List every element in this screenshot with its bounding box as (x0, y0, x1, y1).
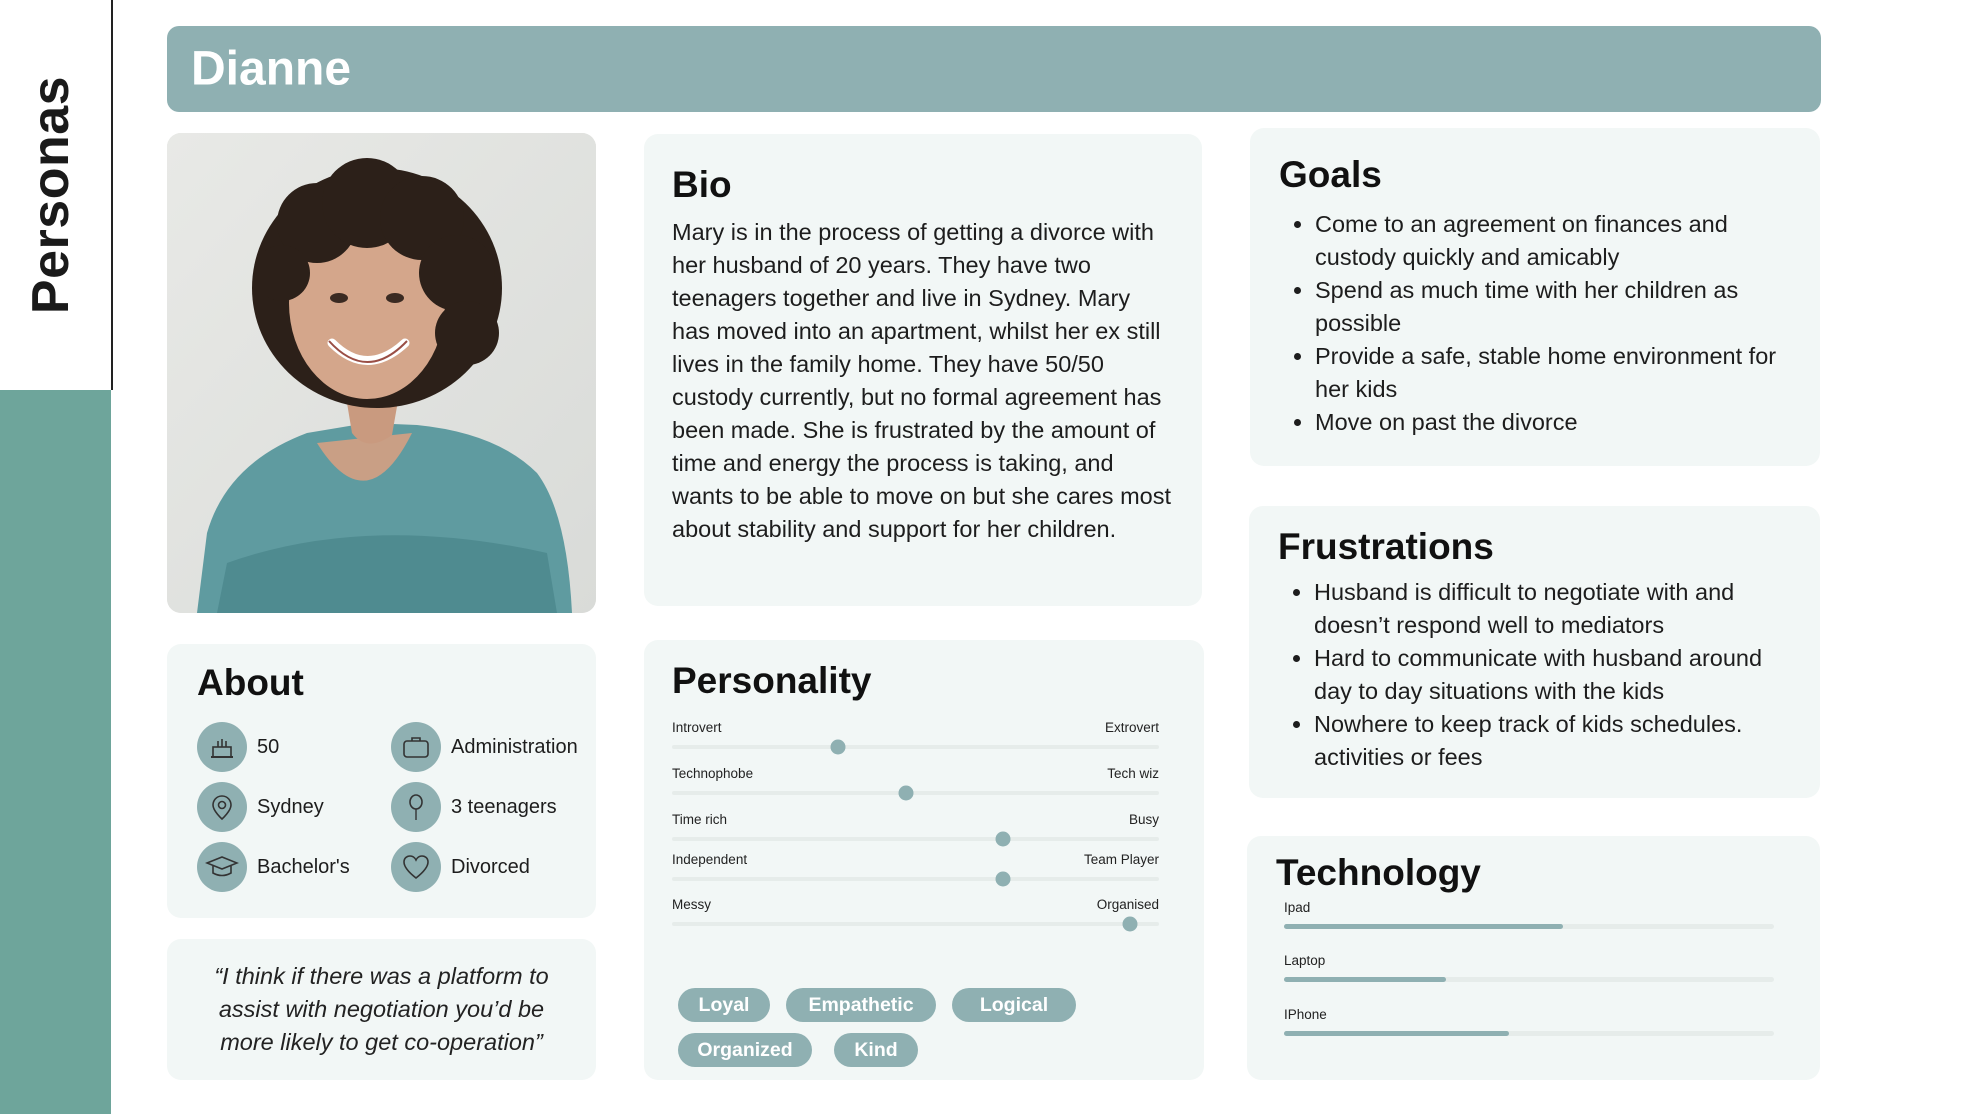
heart-icon (391, 842, 441, 892)
bio-title: Bio (672, 164, 732, 205)
goal-item: • Provide a safe, stable home environment for her kids (1315, 340, 1791, 406)
about-card (167, 644, 596, 918)
portrait-photo (167, 133, 596, 613)
technology-track (1284, 1031, 1774, 1036)
slider-left-label: Independent (672, 852, 748, 867)
briefcase-icon (391, 722, 441, 772)
frustration-item: • Hard to communicate with husband around day to day situations with the kids (1314, 642, 1791, 708)
bio-card (644, 134, 1202, 606)
about-label: Divorced (451, 855, 530, 878)
slider-track (672, 837, 1159, 841)
bio-text: Mary is in the process of getting a divorce with her husband of 20 years. They have two teenagers together and live in Sydney. Mary has moved into an apartment, whilst her ex still lives in the family home. They have 50/50 custody currently, but no formal agreement has been made. She is frustrated by the amount of time and energy the process is taking, and wants to be able to move on but she cares most about stability and support for her children. (672, 219, 1171, 542)
sidebar-label: Personas (22, 75, 80, 315)
technology-label: Laptop (1284, 953, 1326, 968)
frustration-item: • Husband is difficult to negotiate with and doesn’t respond well to mediators (1314, 576, 1791, 642)
technology-title: Technology (1276, 852, 1481, 893)
slider-knob (996, 872, 1011, 887)
technology-row (1284, 900, 1774, 929)
technology-row (1284, 953, 1774, 982)
cake-icon (197, 722, 247, 772)
personality-card (644, 640, 1204, 1080)
about-location (197, 782, 324, 832)
about-label: Administration (451, 735, 578, 758)
slider-knob (898, 786, 913, 801)
personality-tag: Loyal (678, 988, 770, 1022)
slider-right-label: Team Player (1083, 852, 1159, 867)
slider-knob (996, 832, 1011, 847)
frustration-item: • Nowhere to keep track of kids schedules. activities or fees (1314, 708, 1791, 774)
goals-card (1250, 128, 1820, 466)
slider-left-label: Introvert (672, 720, 722, 735)
slider-track (672, 745, 1159, 749)
technology-fill (1284, 924, 1563, 929)
slider-left-label: Time rich (672, 812, 728, 827)
personality-title: Personality (672, 660, 872, 701)
technology-label: Ipad (1284, 900, 1311, 915)
frustrations-title: Frustrations (1278, 526, 1494, 567)
personality-slider (672, 852, 1159, 881)
slider-right-label: Extrovert (1104, 720, 1159, 735)
balloon-icon (391, 782, 441, 832)
slider-right-label: Busy (1128, 812, 1159, 827)
personality-tag: Organized (678, 1033, 812, 1067)
about-age (197, 722, 279, 772)
about-children (391, 782, 557, 832)
slider-track (672, 877, 1159, 881)
personality-slider (672, 897, 1159, 926)
personality-slider (672, 720, 1159, 749)
technology-fill (1284, 977, 1446, 982)
slider-right-label: Organised (1096, 897, 1159, 912)
personality-tag: Kind (834, 1033, 918, 1067)
sidebar-accent (0, 390, 111, 1114)
goal-item: • Spend as much time with her children as possible (1315, 274, 1791, 340)
about-occupation (391, 722, 578, 772)
personality-tag: Logical (952, 988, 1076, 1022)
persona-header (167, 26, 1821, 112)
persona-name: Dianne (191, 42, 352, 96)
goals-list (1279, 208, 1791, 439)
personality-slider (672, 766, 1159, 795)
slider-track (672, 791, 1159, 795)
graduation-cap-icon (197, 842, 247, 892)
technology-label: IPhone (1284, 1007, 1327, 1022)
personality-slider (672, 812, 1159, 841)
slider-right-label: Tech wiz (1107, 766, 1159, 781)
about-education (197, 842, 350, 892)
about-label: 50 (257, 735, 280, 758)
slider-left-label: Technophobe (672, 766, 754, 781)
persona-quote: “I think if there was a platform to assist with negotiation you’d be more likely to get co-operation” (214, 963, 549, 1055)
about-label: 3 teenagers (451, 795, 557, 818)
quote-card (167, 939, 596, 1080)
about-label: Sydney (257, 795, 324, 818)
portrait-icon (167, 133, 596, 613)
goal-item: • Move on past the divorce (1315, 406, 1791, 439)
about-label: Bachelor's (257, 855, 350, 878)
frustrations-list (1278, 576, 1791, 774)
slider-knob (830, 740, 845, 755)
technology-track (1284, 924, 1774, 929)
frustrations-card (1249, 506, 1820, 798)
slider-left-label: Messy (672, 897, 712, 912)
technology-card (1247, 836, 1820, 1080)
goals-title: Goals (1279, 154, 1382, 195)
goal-item: • Come to an agreement on finances and custody quickly and amicably (1315, 208, 1791, 274)
about-title: About (197, 662, 304, 703)
about-status (391, 842, 530, 892)
slider-track (672, 922, 1159, 926)
technology-fill (1284, 1031, 1509, 1036)
location-pin-icon (197, 782, 247, 832)
technology-track (1284, 977, 1774, 982)
personality-tag: Empathetic (786, 988, 936, 1022)
slider-knob (1122, 917, 1137, 932)
sidebar-top (0, 0, 113, 390)
technology-row (1284, 1007, 1774, 1036)
